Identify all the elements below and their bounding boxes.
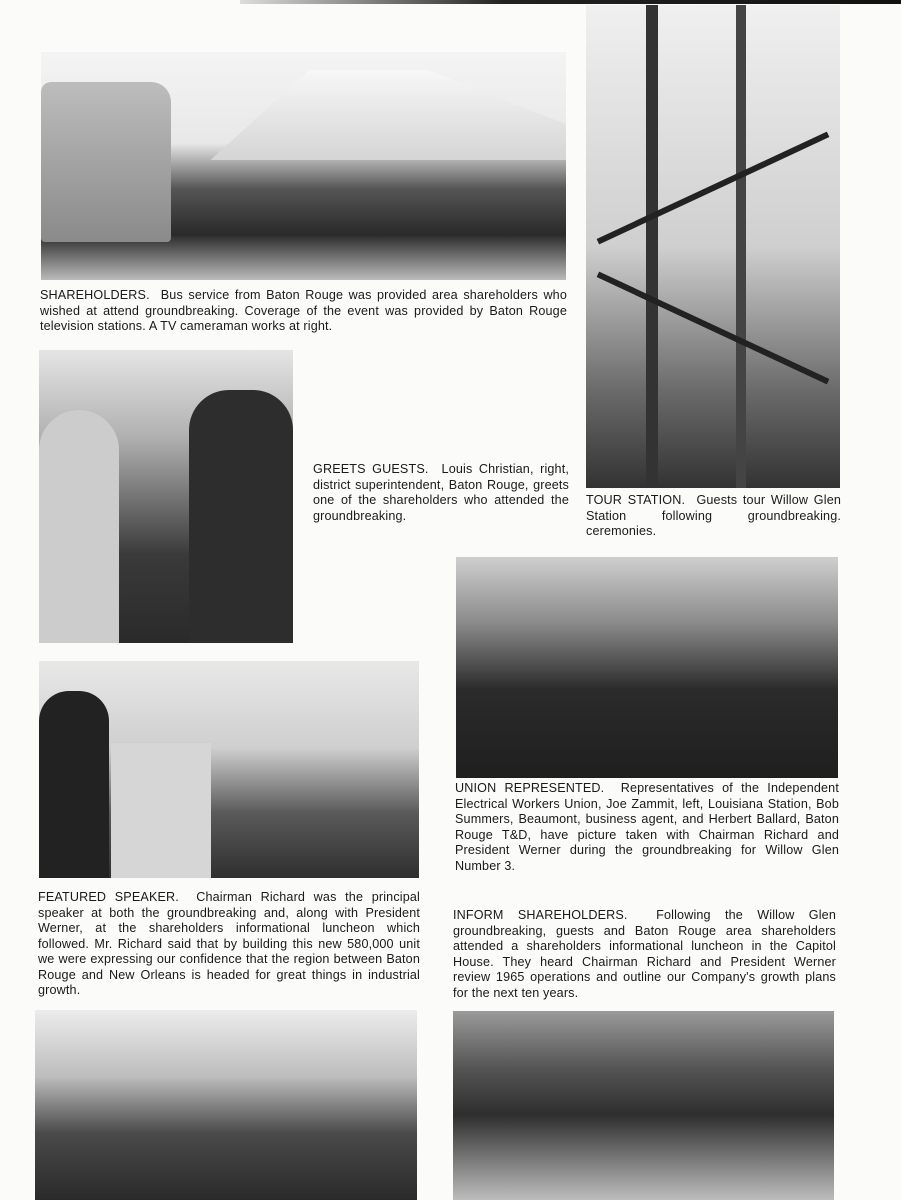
caption-inform-shareholders [453,908,836,1001]
caption-title: FEATURED SPEAKER. [38,890,179,904]
caption-title: TOUR STATION. [586,493,686,507]
caption-text: Guests tour Willow Glen Station following groundbreaking. ceremonies. [586,493,842,538]
caption-title: INFORM SHAREHOLDERS. [453,908,628,922]
photo-union-represented [456,557,838,778]
caption-shareholders [40,288,567,335]
caption-text: Bus service from Baton Rouge was provided area shareholders who wished at attend groundbreaking. Coverage of the event was provided by Baton Rouge television stations. A TV cameraman works at right. [40,288,567,333]
photo-luncheon-head-table [35,1010,417,1200]
photo-featured-speaker [39,661,419,878]
photo-station-tower [586,5,840,488]
caption-title: SHAREHOLDERS. [40,288,150,302]
caption-greets-guests [313,462,569,524]
caption-text: Representatives of the Independent Electrical Workers Union, Joe Zammit, left, Louisiana Station, Bob Summers, Beaumont, business agent, and Herbert Ballard, Baton Rouge T&D, have picture taken with Chairman Richard and President Werner during the groundbreaking for Willow Glen Number 3. [455,781,839,873]
caption-title: GREETS GUESTS. [313,462,429,476]
caption-featured-speaker [38,890,420,999]
caption-text: Chairman Richard was the principal speaker at both the groundbreaking and, along with President Werner, at the shareholders informational luncheon which followed. Mr. Richard said that by building this new 580,000 unit we were expressing our confidence that the region between Baton Rouge and New Orleans is headed for great things in industrial growth. [38,890,420,997]
caption-text: Following the Willow Glen groundbreaking, guests and Baton Rouge area shareholders attended a shareholders informational luncheon in the Capitol House. They heard Chairman Richard and President Werner review 1965 operations and outline our Company's growth plans for the next ten years. [453,908,836,1000]
caption-text: Louis Christian, right, district superintendent, Baton Rouge, greets one of the shareholders who attended the groundbreaking. [313,462,569,523]
caption-tour-station [586,493,841,540]
photo-bus-and-tent [41,52,566,280]
photo-luncheon-hall [453,1011,834,1200]
caption-union-represented [455,781,839,874]
caption-title: UNION REPRESENTED. [455,781,605,795]
photo-greets-guests [39,350,293,643]
page-top-edge [240,0,901,4]
